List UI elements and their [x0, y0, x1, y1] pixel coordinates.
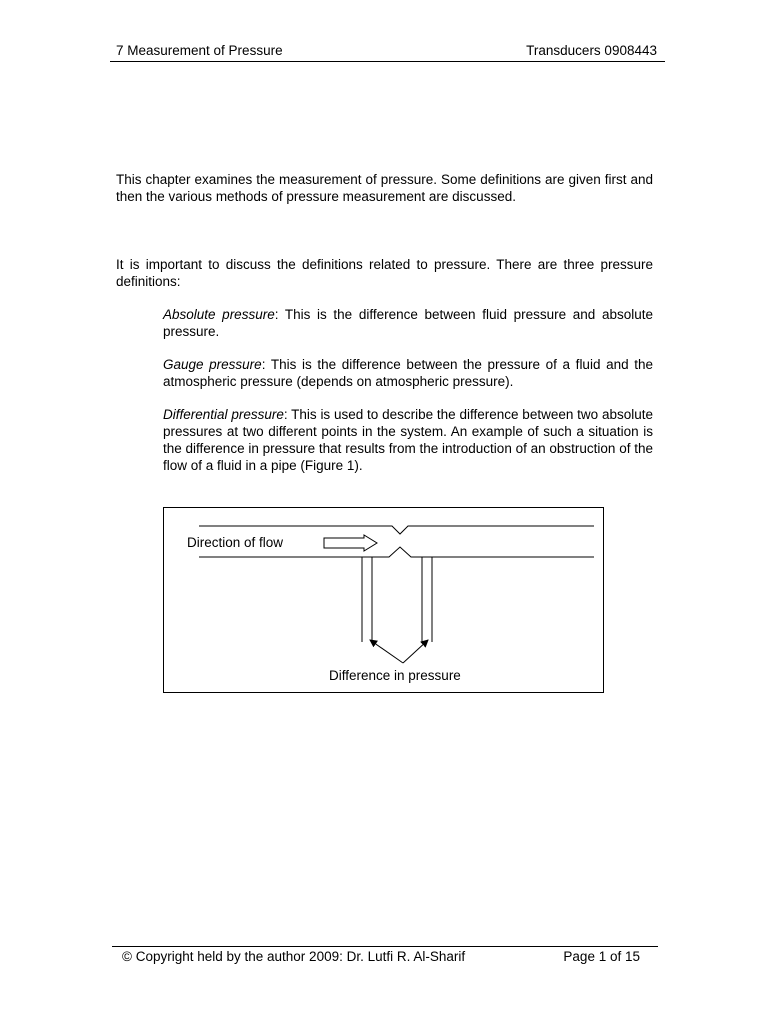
- definition-gauge-pressure: [163, 356, 653, 390]
- direction-of-flow-label: Direction of flow: [187, 535, 284, 550]
- definition-term: Absolute pressure: [163, 307, 275, 322]
- definition-absolute-pressure: [163, 306, 653, 340]
- page-footer: [112, 946, 658, 965]
- page-header: [110, 43, 665, 62]
- intro-paragraph: This chapter examines the measurement of pressure. Some definitions are given first and then the various methods of pressure measurement are discussed.: [116, 172, 653, 204]
- definition-text: : This is the difference between the pressure of a fluid and the atmospheric pressure (depends on atmospheric pressure).: [163, 357, 654, 389]
- definition-differential-pressure: [163, 406, 653, 474]
- definition-term: Differential pressure: [163, 407, 284, 422]
- footer-page-number: Page 1 of 15: [563, 949, 640, 964]
- pressure-difference-arrow-right: [403, 640, 428, 663]
- definitions-intro-paragraph: It is important to discuss the definitions related to pressure. There are three pressure definitions:: [116, 257, 653, 289]
- definition-term: Gauge pressure: [163, 357, 262, 372]
- pressure-difference-arrow-left: [370, 640, 403, 663]
- flow-direction-arrow: [324, 535, 377, 551]
- header-chapter-title: 7 Measurement of Pressure: [116, 43, 283, 58]
- header-course-code: Transducers 0908443: [526, 43, 657, 58]
- figure-pipe-obstruction: [163, 507, 604, 693]
- difference-in-pressure-label: Difference in pressure: [329, 668, 461, 683]
- definition-text: : This is the difference between fluid pressure and absolute pressure.: [163, 307, 653, 339]
- definition-text: : This is used to describe the difference between two absolute pressures at two different points in the system. An example of such a situation is the difference in pressure that results from the introduction of an obstruction of the flow of a fluid in a pipe (Figure 1).: [163, 407, 653, 473]
- pipe-top-wall: [199, 526, 594, 534]
- footer-copyright: © Copyright held by the author 2009: Dr. Lutfi R. Al-Sharif: [122, 949, 466, 964]
